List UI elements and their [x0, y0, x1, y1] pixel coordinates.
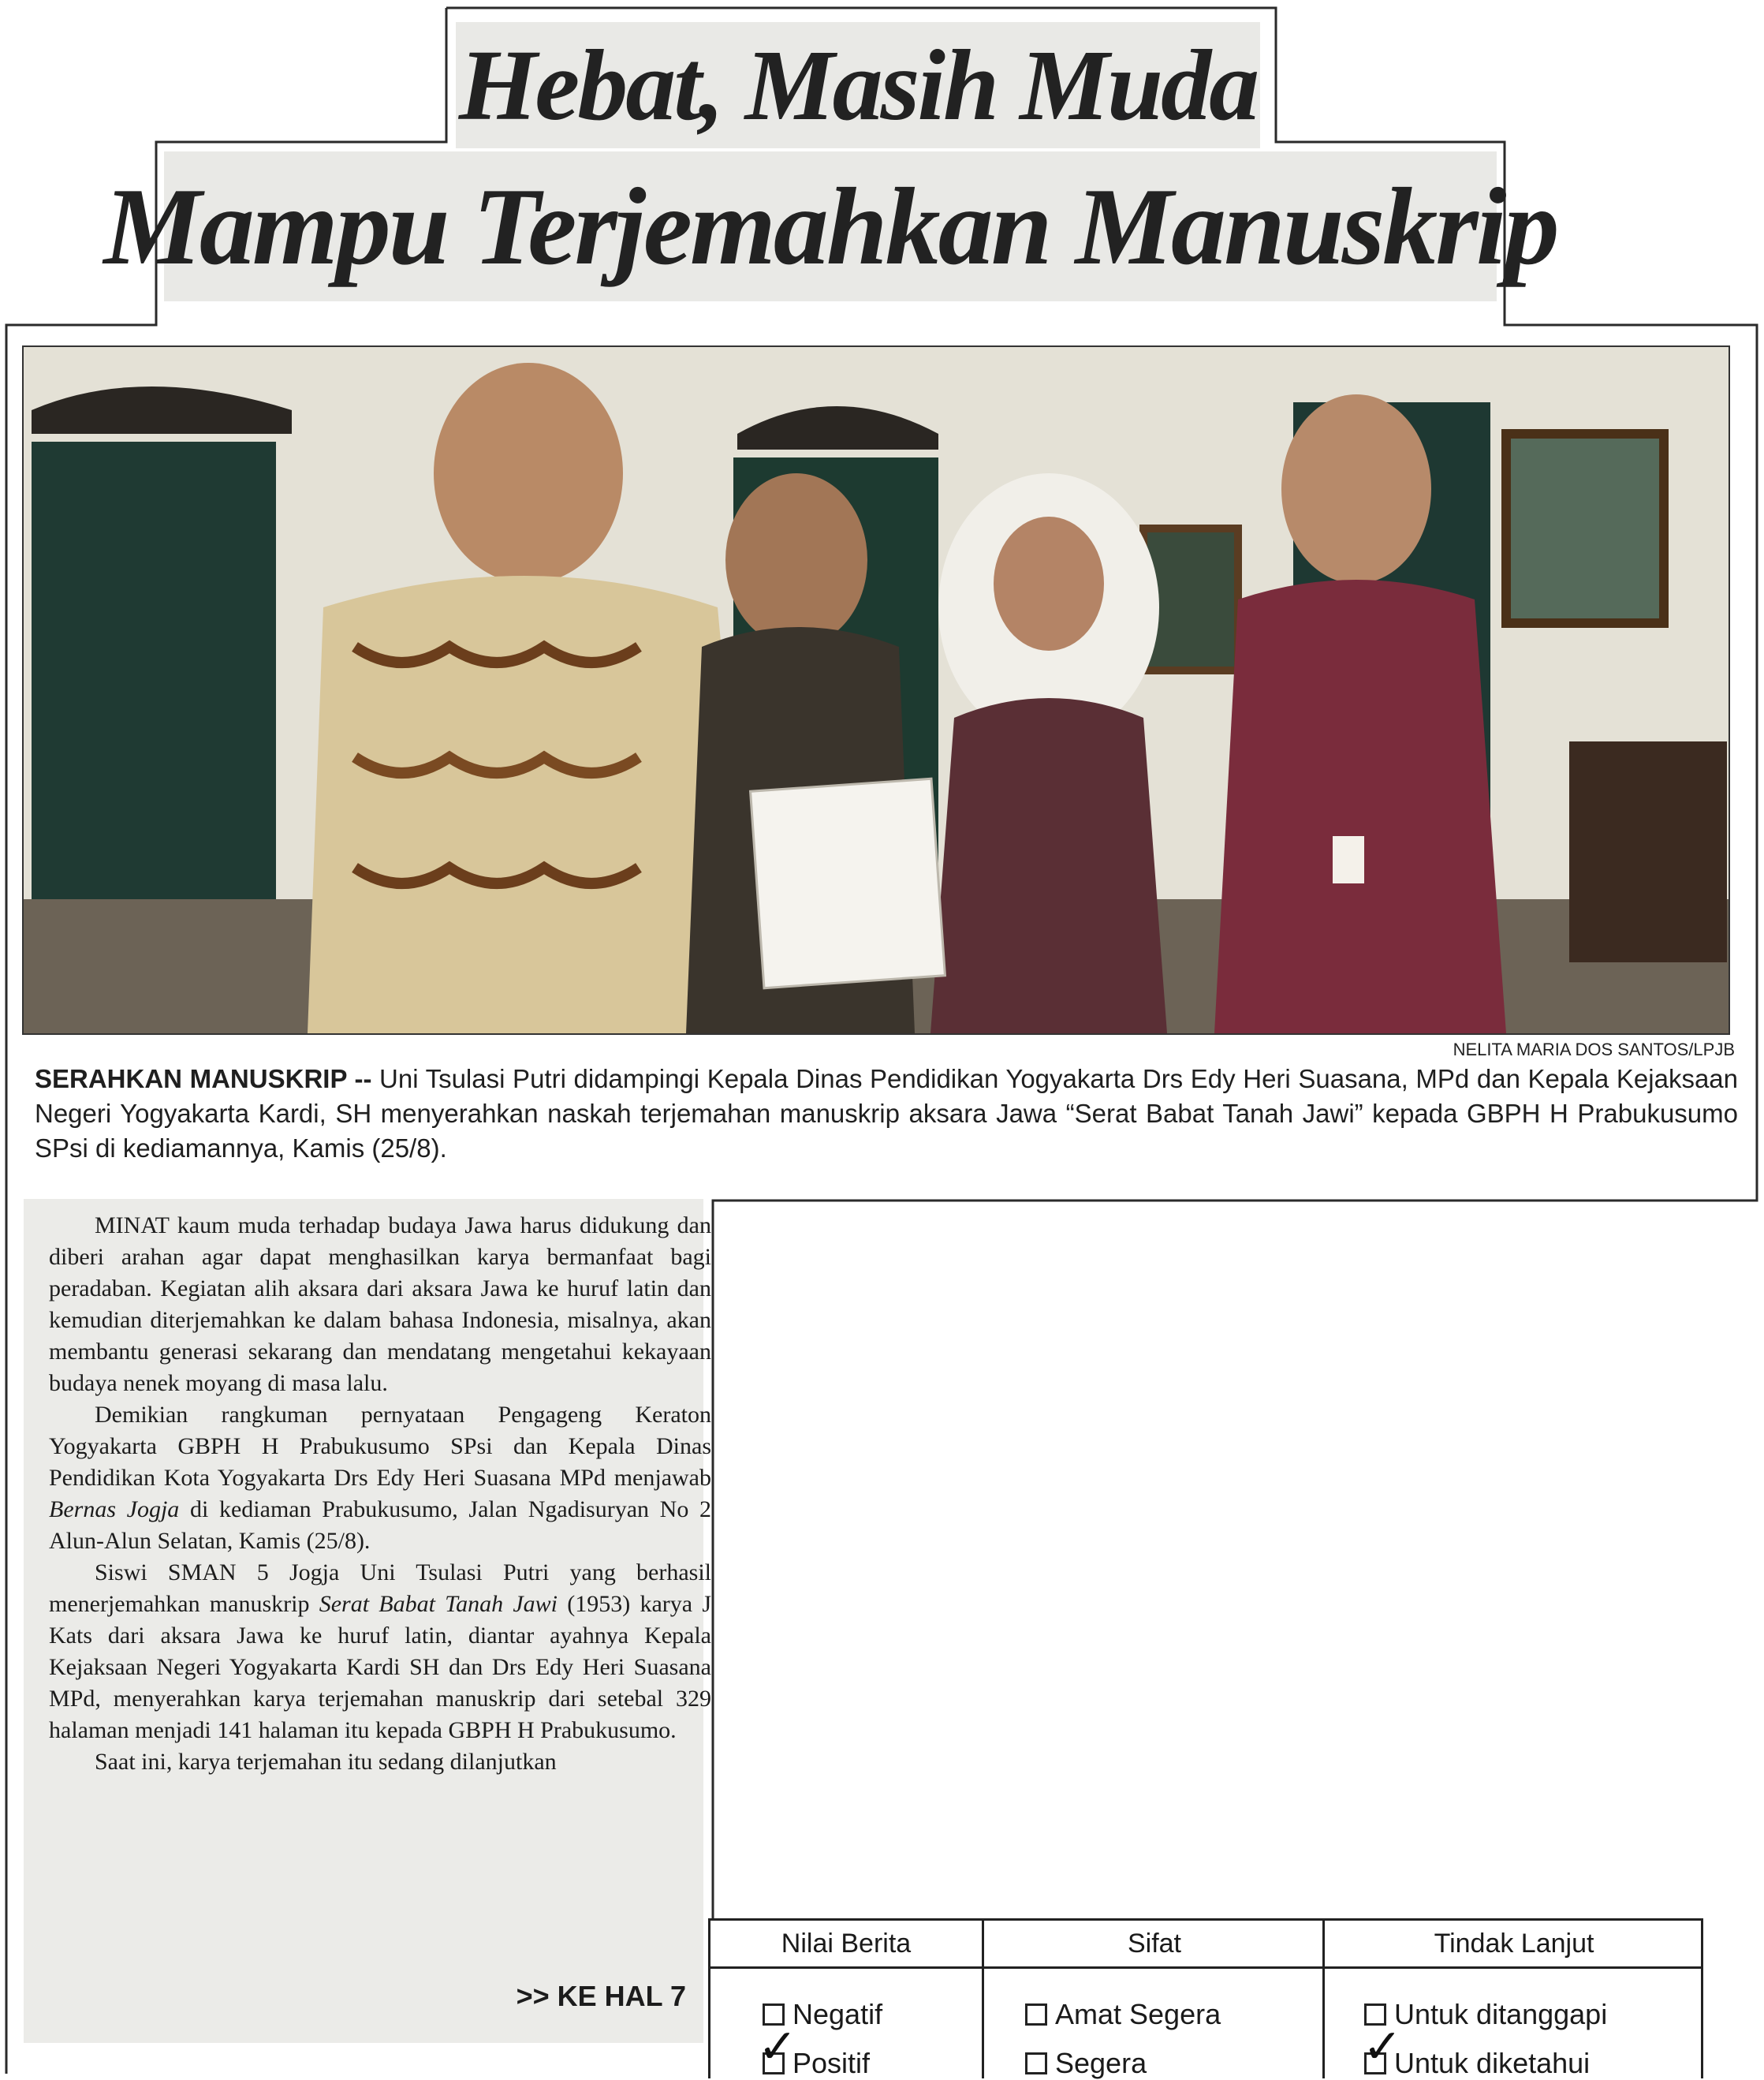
- caption-text: Uni Tsulasi Putri didampingi Kepala Dinas Pendidikan Yogyakarta Drs Edy Heri Suasana, MPd dan Kepala Kejaksaan Negeri Yogyakarta Kardi, SH menyerahkan naskah terjemahan manuskrip aksara Jawa “Serat Babat Tanah Jawi” kepada GBPH H Prabukusumo SPsi di kediamannya, Kamis (25/8).: [35, 1064, 1738, 1163]
- option-segera[interactable]: [1025, 2047, 1147, 2080]
- article-p3-text-b: (1953) karya J Kats dari aksara Jawa ke huruf latin, diantar ayahnya Kepala Kejaksaan Negeri Yogyakarta Kardi SH dan Drs Edy Heri Suasana MPd, menyerahkan karya terjemahan manuskrip dari setebal 329 halaman menjadi 141 halaman itu kepada GBPH H Prabukusumo.: [49, 1591, 711, 1743]
- checkbox-icon[interactable]: [1025, 2003, 1047, 2026]
- article-p2-publication: Bernas Jogja: [49, 1496, 180, 1522]
- option-label: Negatif: [792, 1998, 883, 2030]
- option-label: Untuk diketahui: [1394, 2047, 1591, 2079]
- article-paragraph-1: MINAT kaum muda terhadap budaya Jawa harus didukung dan diberi arahan agar dapat menghasilkan karya bermanfaat bagi peradaban. Kegiatan alih aksara dari aksara Jawa ke huruf latin dan kemudian diterjemahkan ke dalam bahasa Indonesia, misalnya, akan membantu generasi sekarang dan mendatang mengetahui kekayaan budaya nenek moyang di masa lalu.: [49, 1212, 711, 1396]
- headline-text-1: Hebat, Masih Muda: [458, 28, 1258, 141]
- article-paragraph-4: Saat ini, karya terjemahan itu sedang dilanjutkan: [95, 1749, 557, 1775]
- checkbox-icon[interactable]: [1025, 2052, 1047, 2074]
- eval-header: Nilai Berita: [710, 1921, 982, 1969]
- article-p3-text-a: Siswi SMAN 5 Jogja Uni Tsulasi Putri yang berhasil menerjemahkan manuskrip: [49, 1559, 711, 1617]
- option-amat-segera[interactable]: [1025, 1998, 1221, 2031]
- option-label: Positif: [792, 2047, 871, 2079]
- checkmark-icon: ✓: [758, 2019, 798, 2074]
- article-column: [24, 1199, 711, 2043]
- article-paragraph-2: [49, 1399, 711, 1557]
- caption-lead: SERAHKAN MANUSKRIP --: [35, 1064, 372, 1093]
- eval-column-sifat: [982, 1921, 1325, 2078]
- evaluation-table: [708, 1918, 1703, 2078]
- headline-text-2: Mampu Terjemahkan Manuskrip: [103, 165, 1557, 288]
- article-p2-text-a: Demikian rangkuman pernyataan Pengageng Keraton Yogyakarta GBPH H Prabukusumo SPsi dan Kepala Dinas Pendidikan Kota Yogyakarta Drs Edy Heri Suasana MPd menjawab: [49, 1402, 711, 1491]
- headline-line-2: [103, 151, 1557, 301]
- eval-column-tindak-lanjut: [1322, 1921, 1703, 2078]
- article-body: [49, 1210, 711, 1778]
- eval-header: Sifat: [984, 1921, 1325, 1969]
- headline-line-1: [456, 22, 1260, 148]
- option-label: Untuk ditanggapi: [1394, 1998, 1608, 2030]
- photo-credit: NELITA MARIA DOS SANTOS/LPJB: [1453, 1040, 1735, 1059]
- photo-caption: [35, 1062, 1738, 1166]
- article-paragraph-3: [49, 1557, 711, 1746]
- continue-page-link: >> KE HAL 7: [516, 1980, 686, 2012]
- eval-column-nilai-berita: [710, 1921, 982, 2078]
- eval-header: Tindak Lanjut: [1325, 1921, 1703, 1969]
- checkmark-icon: ✓: [1363, 2019, 1403, 2074]
- article-p2-text-b: di kediaman Prabukusumo, Jalan Ngadisuryan No 2 Alun-Alun Selatan, Kamis (25/8).: [49, 1496, 711, 1554]
- news-photo: [22, 345, 1730, 1035]
- article-p3-title: Serat Babat Tanah Jawi: [319, 1591, 558, 1617]
- option-label: Segera: [1055, 2047, 1147, 2079]
- option-label: Amat Segera: [1055, 1998, 1221, 2030]
